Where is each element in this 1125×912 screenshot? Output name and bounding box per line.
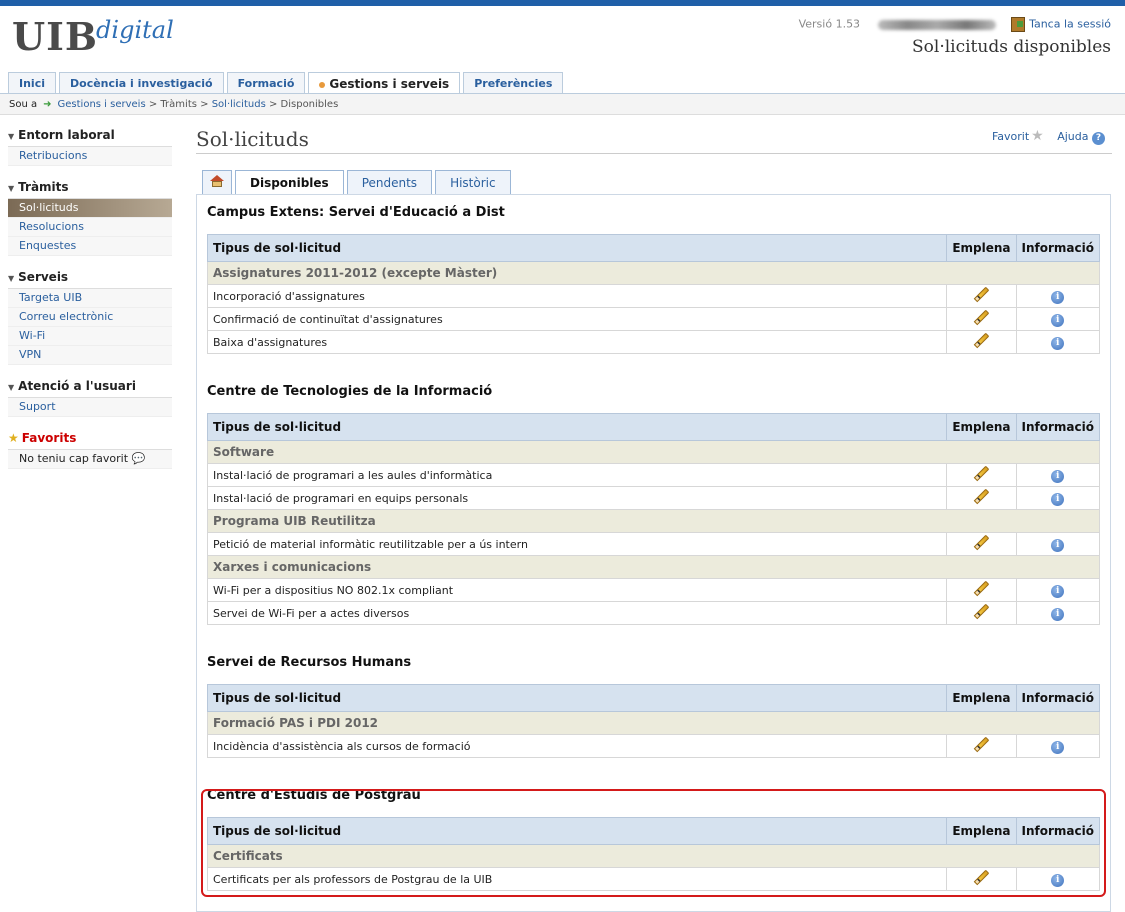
arrow-right-icon: ➜	[43, 99, 52, 110]
sidebar-heading-label: Tràmits	[18, 180, 69, 194]
info-icon[interactable]: i	[1051, 314, 1064, 327]
col-type-header: Tipus de sol·licitud	[208, 685, 947, 712]
request-name: Petició de material informàtic reutilitzable per a ús intern	[208, 533, 947, 556]
requests-table	[207, 684, 1100, 758]
table-row	[208, 308, 1100, 331]
collapse-triangle-icon: ▼	[8, 132, 15, 141]
col-info-header: Informació	[1016, 685, 1099, 712]
sidebar-heading-label: Entorn laboral	[18, 128, 115, 142]
tab-disponibles[interactable]: Disponibles	[235, 170, 344, 195]
tab-inici[interactable]: Inici	[8, 72, 56, 94]
table-row	[208, 602, 1100, 625]
star-icon: ★	[8, 431, 19, 445]
version-label: Versió 1.53	[798, 17, 861, 31]
pencil-icon[interactable]	[974, 333, 990, 349]
request-name: Baixa d'assignatures	[208, 331, 947, 354]
breadcrumb-gestions[interactable]: Gestions i serveis	[57, 99, 146, 110]
request-name: Incorporació d'assignatures	[208, 285, 947, 308]
table-row	[208, 533, 1100, 556]
table-row	[208, 487, 1100, 510]
tab-docencia[interactable]: Docència i investigació	[59, 72, 224, 94]
sidebar-heading-label: Serveis	[18, 270, 69, 284]
request-name: Incidència d'assistència als cursos de formació	[208, 735, 947, 758]
header-right	[799, 17, 1111, 32]
section-title: Servei de Recursos Humans	[207, 655, 412, 670]
fill-cell	[947, 533, 1016, 556]
info-icon[interactable]: i	[1051, 337, 1064, 350]
active-dot-icon	[319, 82, 325, 88]
info-cell	[1016, 285, 1099, 308]
logo-main: UIB	[12, 14, 99, 59]
tab-preferencies[interactable]: Preferències	[463, 72, 563, 94]
breadcrumb-disponibles: Disponibles	[280, 99, 339, 110]
sidebar-item-vpn[interactable]: VPN	[8, 346, 172, 365]
pencil-icon[interactable]	[974, 604, 990, 620]
info-icon[interactable]: i	[1051, 741, 1064, 754]
favorite-link[interactable]: Favorit	[991, 130, 1030, 143]
sidebar-item-targeta[interactable]: Targeta UIB	[8, 289, 172, 308]
top-bar	[0, 0, 1125, 6]
category-row	[208, 441, 1100, 464]
request-section	[207, 655, 1100, 758]
breadcrumb-prefix: Sou a	[9, 99, 38, 110]
fill-cell	[947, 285, 1016, 308]
col-fill-header: Emplena	[947, 818, 1016, 845]
col-info-header: Informació	[1016, 414, 1099, 441]
pencil-icon[interactable]	[974, 489, 990, 505]
category-row	[208, 556, 1100, 579]
tab-home[interactable]	[202, 170, 232, 194]
col-type-header: Tipus de sol·licitud	[208, 235, 947, 262]
sidebar-section-tramits	[8, 180, 172, 256]
category-label: Formació PAS i PDI 2012	[208, 712, 1100, 735]
favorites-title: Favorits	[21, 431, 77, 445]
info-icon[interactable]: i	[1051, 608, 1064, 621]
collapse-triangle-icon: ▼	[8, 383, 15, 392]
sidebar-item-correu[interactable]: Correu electrònic	[8, 308, 172, 327]
pencil-icon[interactable]	[974, 310, 990, 326]
request-name: Confirmació de continuïtat d'assignatures	[208, 308, 947, 331]
sidebar-item-wifi[interactable]: Wi-Fi	[8, 327, 172, 346]
sidebar-heading[interactable]	[8, 379, 172, 398]
col-type-header: Tipus de sol·licitud	[208, 414, 947, 441]
col-fill-header: Emplena	[947, 235, 1016, 262]
category-label: Programa UIB Reutilitza	[208, 510, 1100, 533]
info-cell	[1016, 331, 1099, 354]
sidebar-section-favorits	[8, 431, 172, 469]
page-tools	[992, 128, 1105, 145]
tab-historic[interactable]: Històric	[435, 170, 511, 195]
logout-icon[interactable]	[1011, 17, 1025, 32]
tab-pendents[interactable]: Pendents	[347, 170, 432, 195]
table-row	[208, 331, 1100, 354]
logout-link[interactable]: Tanca la sessió	[1029, 17, 1111, 31]
request-name: Certificats per als professors de Postgrau de la UIB	[208, 868, 947, 891]
sidebar-heading[interactable]	[8, 180, 172, 199]
highlight-box	[201, 789, 1106, 897]
info-cell	[1016, 308, 1099, 331]
uib-digital-logo[interactable]	[12, 14, 174, 59]
info-icon[interactable]: i	[1051, 874, 1064, 887]
page-title: Sol·licituds	[196, 127, 309, 151]
fill-cell	[947, 579, 1016, 602]
request-section	[207, 205, 1100, 354]
collapse-triangle-icon: ▼	[8, 274, 15, 283]
tab-gestions-label: Gestions i serveis	[329, 77, 450, 91]
breadcrumb-tramits: Tràmits	[160, 99, 197, 110]
info-cell	[1016, 487, 1099, 510]
pencil-icon[interactable]	[974, 466, 990, 482]
category-label: Assignatures 2011-2012 (excepte Màster)	[208, 262, 1100, 285]
fill-cell	[947, 602, 1016, 625]
info-icon[interactable]: i	[1051, 539, 1064, 552]
category-row	[208, 262, 1100, 285]
breadcrumb: Sou a ➜ Gestions i serveis > Tràmits > Sol·licituds > Disponibles	[0, 94, 1125, 115]
pencil-icon[interactable]	[974, 581, 990, 597]
fill-cell	[947, 331, 1016, 354]
help-link[interactable]: Ajuda	[1057, 130, 1089, 143]
info-cell	[1016, 735, 1099, 758]
col-type-header: Tipus de sol·licitud	[208, 818, 947, 845]
sidebar-item-suport[interactable]: Suport	[8, 398, 172, 417]
favorites-empty-label: No teniu cap favorit	[19, 452, 129, 465]
username-blurred	[878, 20, 996, 30]
category-row	[208, 712, 1100, 735]
section-title: Centre de Tecnologies de la Informació	[207, 384, 493, 399]
fill-cell	[947, 487, 1016, 510]
info-cell	[1016, 533, 1099, 556]
sidebar	[8, 128, 172, 483]
table-row	[208, 285, 1100, 308]
requests-table	[207, 234, 1100, 354]
info-cell	[1016, 464, 1099, 487]
info-cell	[1016, 579, 1099, 602]
category-label: Xarxes i comunicacions	[208, 556, 1100, 579]
speech-bubble-icon[interactable]: 💬	[131, 452, 146, 465]
col-info-header: Informació	[1016, 818, 1099, 845]
table-row	[208, 464, 1100, 487]
section-title: Centre d'Estudis de Postgrau	[207, 788, 421, 803]
sidebar-item-resolucions[interactable]: Resolucions	[8, 218, 172, 237]
logo-sub: digital	[96, 16, 174, 44]
sidebar-section-atencio	[8, 379, 172, 417]
breadcrumb-sollicituds[interactable]: Sol·licituds	[211, 99, 266, 110]
fill-cell	[947, 308, 1016, 331]
request-name: Servei de Wi-Fi per a actes diversos	[208, 602, 947, 625]
pencil-icon[interactable]	[974, 737, 990, 753]
sidebar-heading[interactable]	[8, 270, 172, 289]
col-info-header: Informació	[1016, 235, 1099, 262]
category-label: Software	[208, 441, 1100, 464]
collapse-triangle-icon: ▼	[8, 184, 15, 193]
sidebar-section-entorn	[8, 128, 172, 166]
help-icon[interactable]: ?	[1092, 132, 1105, 145]
pencil-icon[interactable]	[974, 535, 990, 551]
sidebar-heading-label: Atenció a l'usuari	[18, 379, 136, 393]
content-tabs	[202, 170, 511, 195]
category-label: Certificats	[208, 845, 1100, 868]
tab-formacio[interactable]: Formació	[227, 72, 306, 94]
request-name: Instal·lació de programari a les aules d'informàtica	[208, 464, 947, 487]
fill-cell	[947, 464, 1016, 487]
sidebar-section-serveis	[8, 270, 172, 365]
sidebar-item-retribucions[interactable]: Retribucions	[8, 147, 172, 166]
home-icon	[210, 175, 224, 187]
requests-table	[207, 413, 1100, 625]
info-icon[interactable]: i	[1051, 585, 1064, 598]
request-name: Wi-Fi per a dispositius NO 802.1x compliant	[208, 579, 947, 602]
pencil-icon[interactable]	[974, 287, 990, 303]
star-icon[interactable]: ★	[1031, 128, 1044, 144]
category-row	[208, 510, 1100, 533]
page-subtitle: Sol·licituds disponibles	[912, 37, 1111, 57]
request-section	[207, 384, 1100, 625]
info-icon[interactable]: i	[1051, 470, 1064, 483]
info-icon[interactable]: i	[1051, 291, 1064, 304]
title-divider	[196, 153, 1112, 154]
info-cell	[1016, 602, 1099, 625]
sidebar-item-sollicituds[interactable]: Sol·licituds	[8, 199, 172, 218]
col-fill-header: Emplena	[947, 414, 1016, 441]
section-title: Campus Extens: Servei d'Educació a Dist	[207, 205, 505, 220]
sidebar-item-enquestes[interactable]: Enquestes	[8, 237, 172, 256]
info-icon[interactable]: i	[1051, 493, 1064, 506]
sidebar-heading[interactable]	[8, 128, 172, 147]
table-row	[208, 579, 1100, 602]
request-name: Instal·lació de programari en equips personals	[208, 487, 947, 510]
fill-cell	[947, 735, 1016, 758]
favorites-empty	[8, 450, 172, 469]
favorites-heading	[8, 431, 172, 450]
table-row	[208, 735, 1100, 758]
col-fill-header: Emplena	[947, 685, 1016, 712]
